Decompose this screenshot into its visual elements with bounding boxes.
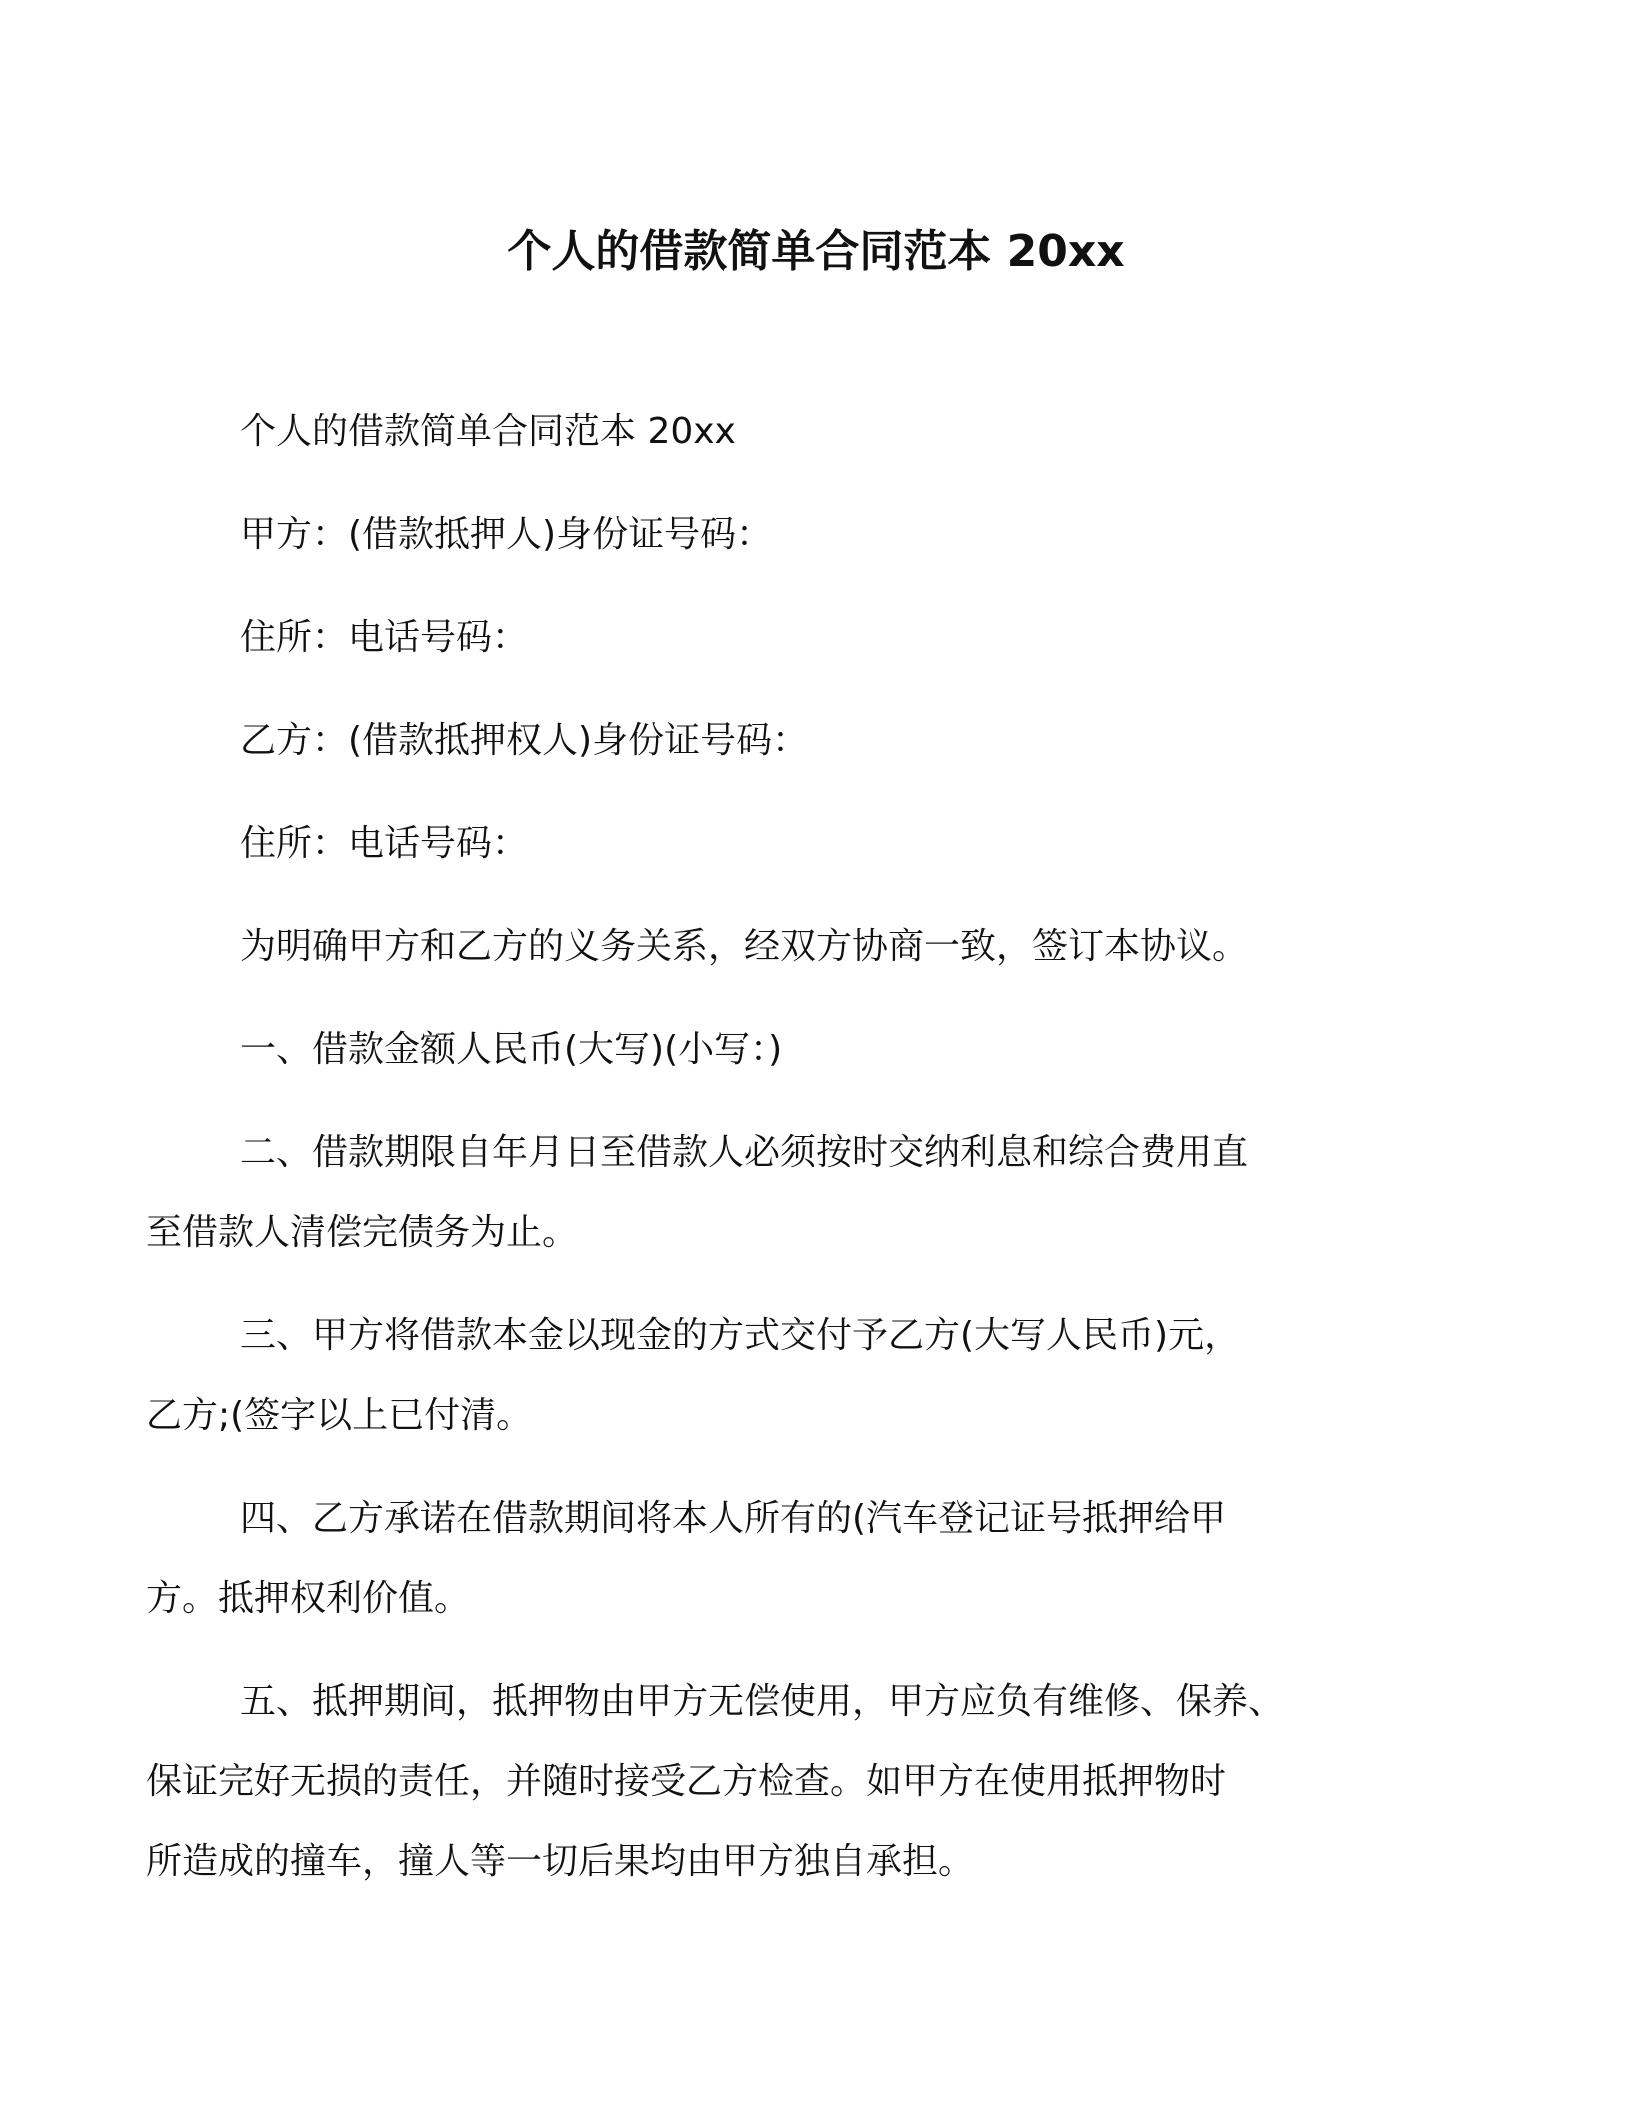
paragraph-clause-3 <box>146 1296 1400 1456</box>
document-title: 个人的借款简单合同范本 20xx <box>507 226 1125 277</box>
paragraph-line: 住所：电话号码： <box>240 823 529 864</box>
paragraph-line: 二、借款期限自年月日至借款人必须按时交纳利息和综合费用直 <box>240 1132 1249 1173</box>
paragraph-line: 乙方：(借款抵押权人)身份证号码： <box>240 720 809 761</box>
paragraph-line: 方。抵押权利价值。 <box>146 1578 471 1619</box>
paragraph-line: 乙方;(签字以上已付清。 <box>146 1395 533 1436</box>
paragraph-line: 三、甲方将借款本金以现金的方式交付予乙方(大写人民币)元， <box>240 1315 1241 1356</box>
paragraph-clause-4 <box>146 1479 1400 1639</box>
paragraph-purpose <box>240 907 1400 987</box>
paragraph-heading <box>240 392 1400 472</box>
paragraph-party-a-address <box>240 598 1400 678</box>
paragraph-clause-5 <box>146 1662 1400 1902</box>
paragraph-line: 保证完好无损的责任，并随时接受乙方检查。如甲方在使用抵押物时 <box>146 1761 1227 1802</box>
paragraph-line: 甲方：(借款抵押人)身份证号码： <box>240 514 773 555</box>
document-body <box>146 392 1400 1925</box>
paragraph-line: 四、乙方承诺在借款期间将本人所有的(汽车登记证号抵押给甲 <box>240 1498 1227 1539</box>
paragraph-party-b-address <box>240 804 1400 884</box>
paragraph-clause-1 <box>240 1010 1400 1090</box>
paragraph-line: 为明确甲方和乙方的义务关系，经双方协商一致，签订本协议。 <box>240 926 1249 967</box>
paragraph-clause-2 <box>146 1113 1400 1273</box>
paragraph-line: 五、抵押期间，抵押物由甲方无偿使用，甲方应负有维修、保养、 <box>240 1681 1285 1722</box>
paragraph-line: 一、借款金额人民币(大写)(小写：) <box>240 1029 783 1070</box>
paragraph-party-b <box>240 701 1400 781</box>
paragraph-line: 住所：电话号码： <box>240 617 529 658</box>
paragraph-line: 所造成的撞车，撞人等一切后果均由甲方独自承担。 <box>146 1841 975 1882</box>
paragraph-party-a <box>240 495 1400 575</box>
paragraph-line: 至借款人清偿完债务为止。 <box>146 1212 579 1253</box>
paragraph-line: 个人的借款简单合同范本 20xx <box>240 411 736 452</box>
